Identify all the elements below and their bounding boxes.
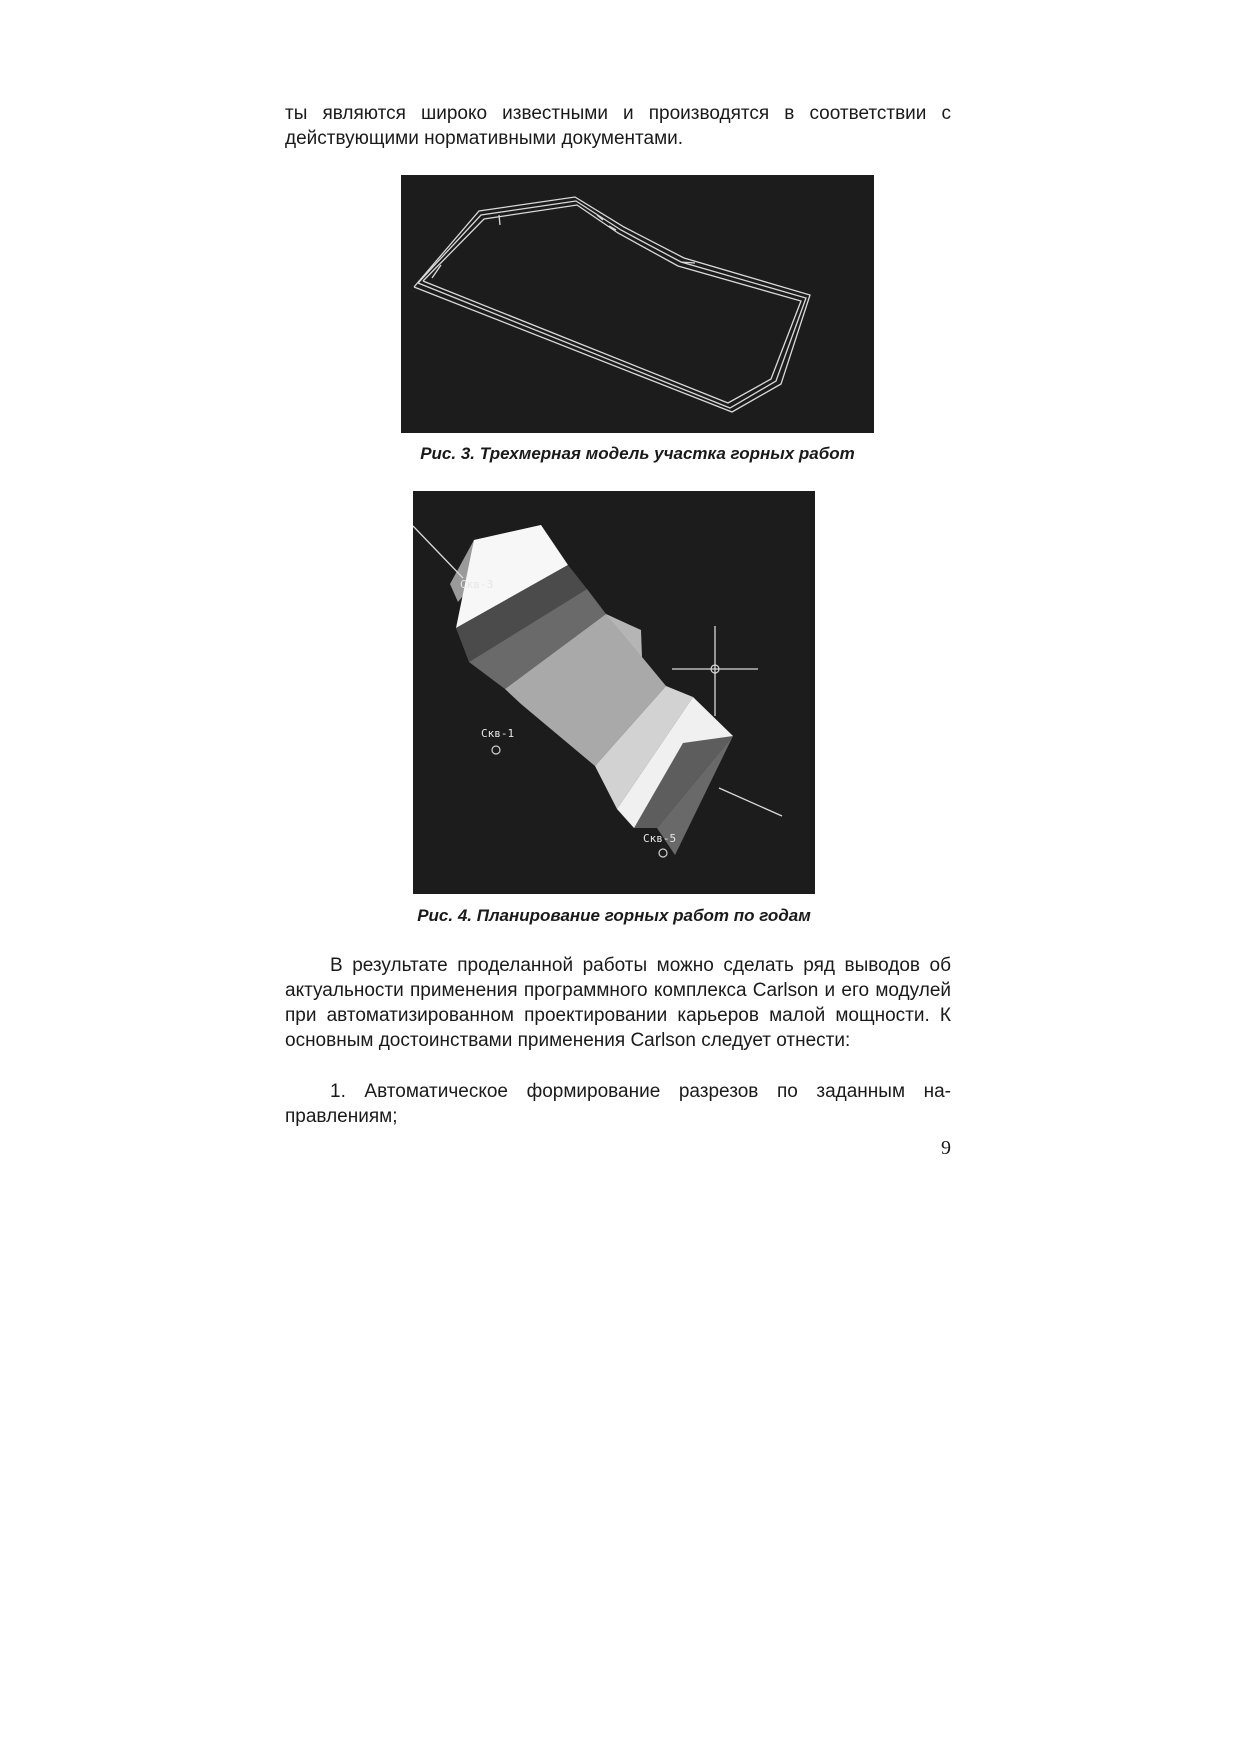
figure-4-image xyxy=(413,491,815,894)
top-paragraph-line-2: действующими нормативными документами. xyxy=(285,128,684,149)
page-number: 9 xyxy=(941,1137,951,1159)
figure-3-image xyxy=(401,175,874,433)
well-label-bottom: Скв-5 xyxy=(643,832,677,845)
body-paragraph: В результате проделанной работы можно сделать ряд выводов об актуальности применения программного комплекса Carlson и его модулей при автоматизированном проектировании карьеров малой мощности. К основным достоинствами применения Carlson следует отнести: xyxy=(285,955,951,1051)
figure-3-wireframe xyxy=(401,175,874,433)
well-label-top: Скв-3 xyxy=(460,578,494,591)
well-label-left: Скв-1 xyxy=(481,727,515,740)
list-item-1-line-1: 1. Автоматическое формирование разрезов по заданным на- xyxy=(330,1081,951,1102)
top-paragraph-line-1: ты являются широко известными и производятся в соответствии с xyxy=(285,103,951,124)
figure-3-caption: Рис. 3. Трехмерная модель участка горных работ xyxy=(420,444,855,463)
figure-4-plan xyxy=(413,491,815,894)
figure-4-caption: Рис. 4. Планирование горных работ по годам xyxy=(417,906,811,925)
list-item-1-line-2: правлениям; xyxy=(285,1106,398,1127)
